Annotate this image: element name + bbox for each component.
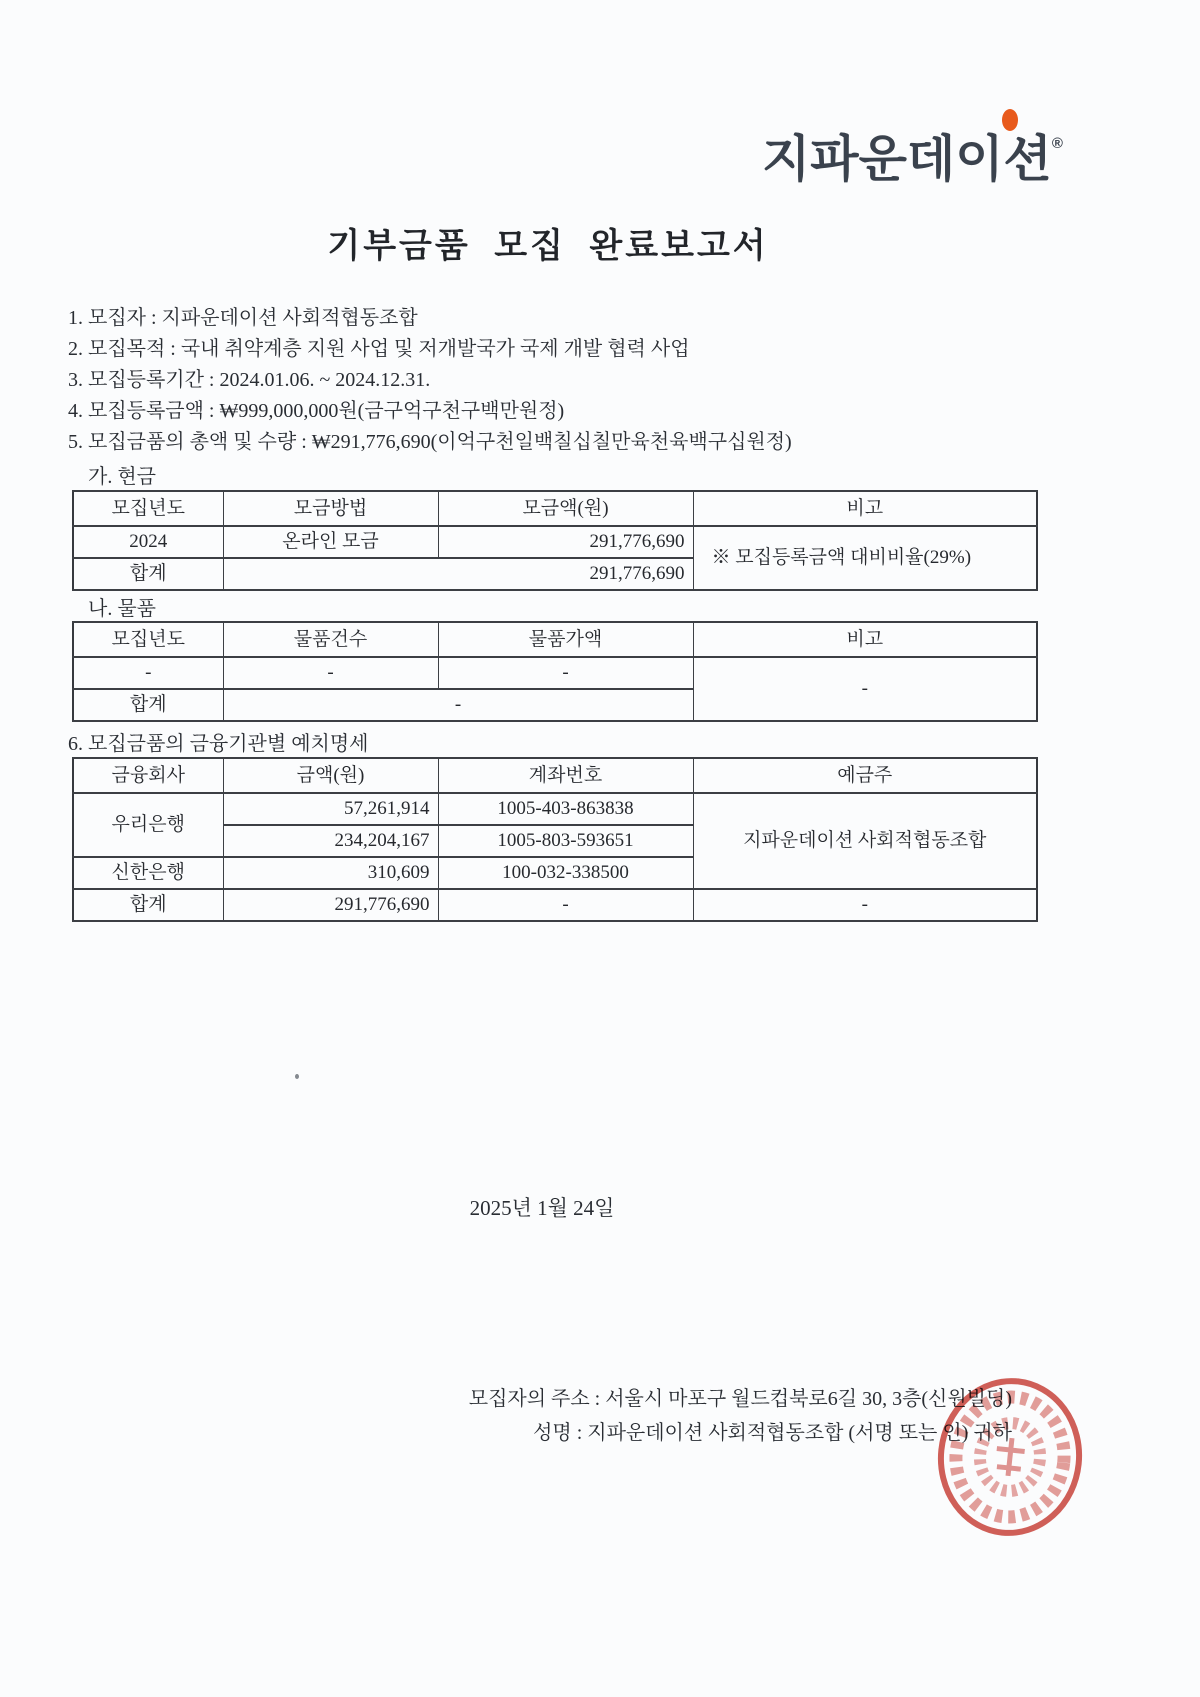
cell-account-3: 100-032-338500	[438, 857, 693, 889]
list-item-period: 3. 모집등록기간 : 2024.01.06. ~ 2024.12.31.	[68, 369, 431, 391]
deposit-row-1	[73, 793, 1037, 825]
collector-name: 성명 : 지파운데이션 사회적협동조합 (서명 또는 인) 귀하	[533, 1422, 1012, 1444]
report-summary-list	[68, 303, 792, 458]
header-collection-year: 모집년도	[73, 491, 223, 526]
cell-holder: 지파운데이션 사회적협동조합	[693, 793, 1037, 889]
header-account-number: 계좌번호	[438, 758, 693, 793]
report-date: 2025년 1월 24일	[469, 1196, 615, 1220]
collector-address: 모집자의 주소 : 서울시 마포구 월드컵북로6길 30, 3층(신원빌딩)	[468, 1388, 1012, 1410]
registered-trademark-symbol: ®	[1051, 135, 1063, 152]
cell-amount: 291,776,690	[438, 526, 693, 558]
scan-artifact-dot	[295, 1074, 299, 1079]
deposit-section-label: 6. 모집금품의 금융기관별 예치명세	[68, 733, 369, 755]
cash-header-row	[73, 491, 1037, 526]
header-bank: 금융회사	[73, 758, 223, 793]
goods-table	[72, 621, 1038, 722]
cell-year: 2024	[73, 526, 223, 558]
logo-orange-dot-icon	[1002, 109, 1018, 131]
list-item-total-amount: 5. 모집금품의 총액 및 수량 : ₩291,776,690(이억구천일백칠십칠만육천육백구십원정)	[68, 431, 792, 453]
goods-data-row	[73, 657, 1037, 689]
header-amount: 모금액(원)	[438, 491, 693, 526]
cell-method: 온라인 모금	[223, 526, 438, 558]
cell-total-holder: -	[693, 889, 1037, 921]
page-title: 기부금품 모집 완료보고서	[327, 228, 769, 265]
cell-account-2: 1005-803-593651	[438, 825, 693, 857]
official-seal-stamp-icon	[930, 1374, 1090, 1540]
header-method: 모금방법	[223, 491, 438, 526]
cell-total-label: 합계	[73, 558, 223, 590]
cell-bank-woori: 우리은행	[73, 793, 223, 857]
cell-bank-shinhan: 신한은행	[73, 857, 223, 889]
cash-section-label: 가. 현금	[88, 466, 156, 488]
logo-text: 지파운데이션	[762, 131, 1052, 187]
deposit-header-row	[73, 758, 1037, 793]
cell-value: -	[438, 657, 693, 689]
cell-total-label: 합계	[73, 889, 223, 921]
header-remarks: 비고	[693, 622, 1037, 657]
header-remarks: 비고	[693, 491, 1037, 526]
cell-total-value: -	[223, 689, 693, 721]
cell-total-label: 합계	[73, 689, 223, 721]
cell-amount-3: 310,609	[223, 857, 438, 889]
list-item-registered-amount: 4. 모집등록금액 : ₩999,000,000원(금구억구천구백만원정)	[68, 400, 565, 422]
list-item-collector: 1. 모집자 : 지파운데이션 사회적협동조합	[68, 307, 418, 329]
deposit-total-row	[73, 889, 1037, 921]
cell-account-1: 1005-403-863838	[438, 793, 693, 825]
cell-remarks-note: -	[693, 657, 1037, 721]
cell-total-amount: 291,776,690	[223, 558, 693, 590]
header-collection-year: 모집년도	[73, 622, 223, 657]
header-amount: 금액(원)	[223, 758, 438, 793]
cash-data-row	[73, 526, 1037, 558]
header-item-value: 물품가액	[438, 622, 693, 657]
header-item-count: 물품건수	[223, 622, 438, 657]
cell-total-amount: 291,776,690	[223, 889, 438, 921]
goods-header-row	[73, 622, 1037, 657]
list-item-purpose: 2. 모집목적 : 국내 취약계층 지원 사업 및 저개발국가 국제 개발 협력 사업	[68, 338, 690, 360]
deposit-table	[72, 757, 1038, 922]
cell-year: -	[73, 657, 223, 689]
cell-total-account: -	[438, 889, 693, 921]
cell-amount-1: 57,261,914	[223, 793, 438, 825]
header-account-holder: 예금주	[693, 758, 1037, 793]
gfoundation-logo	[762, 116, 1063, 187]
cell-remarks-note: ※ 모집등록금액 대비비율(29%)	[693, 526, 1037, 590]
cell-count: -	[223, 657, 438, 689]
goods-section-label: 나. 물품	[88, 598, 156, 620]
cell-amount-2: 234,204,167	[223, 825, 438, 857]
cash-table	[72, 490, 1038, 591]
